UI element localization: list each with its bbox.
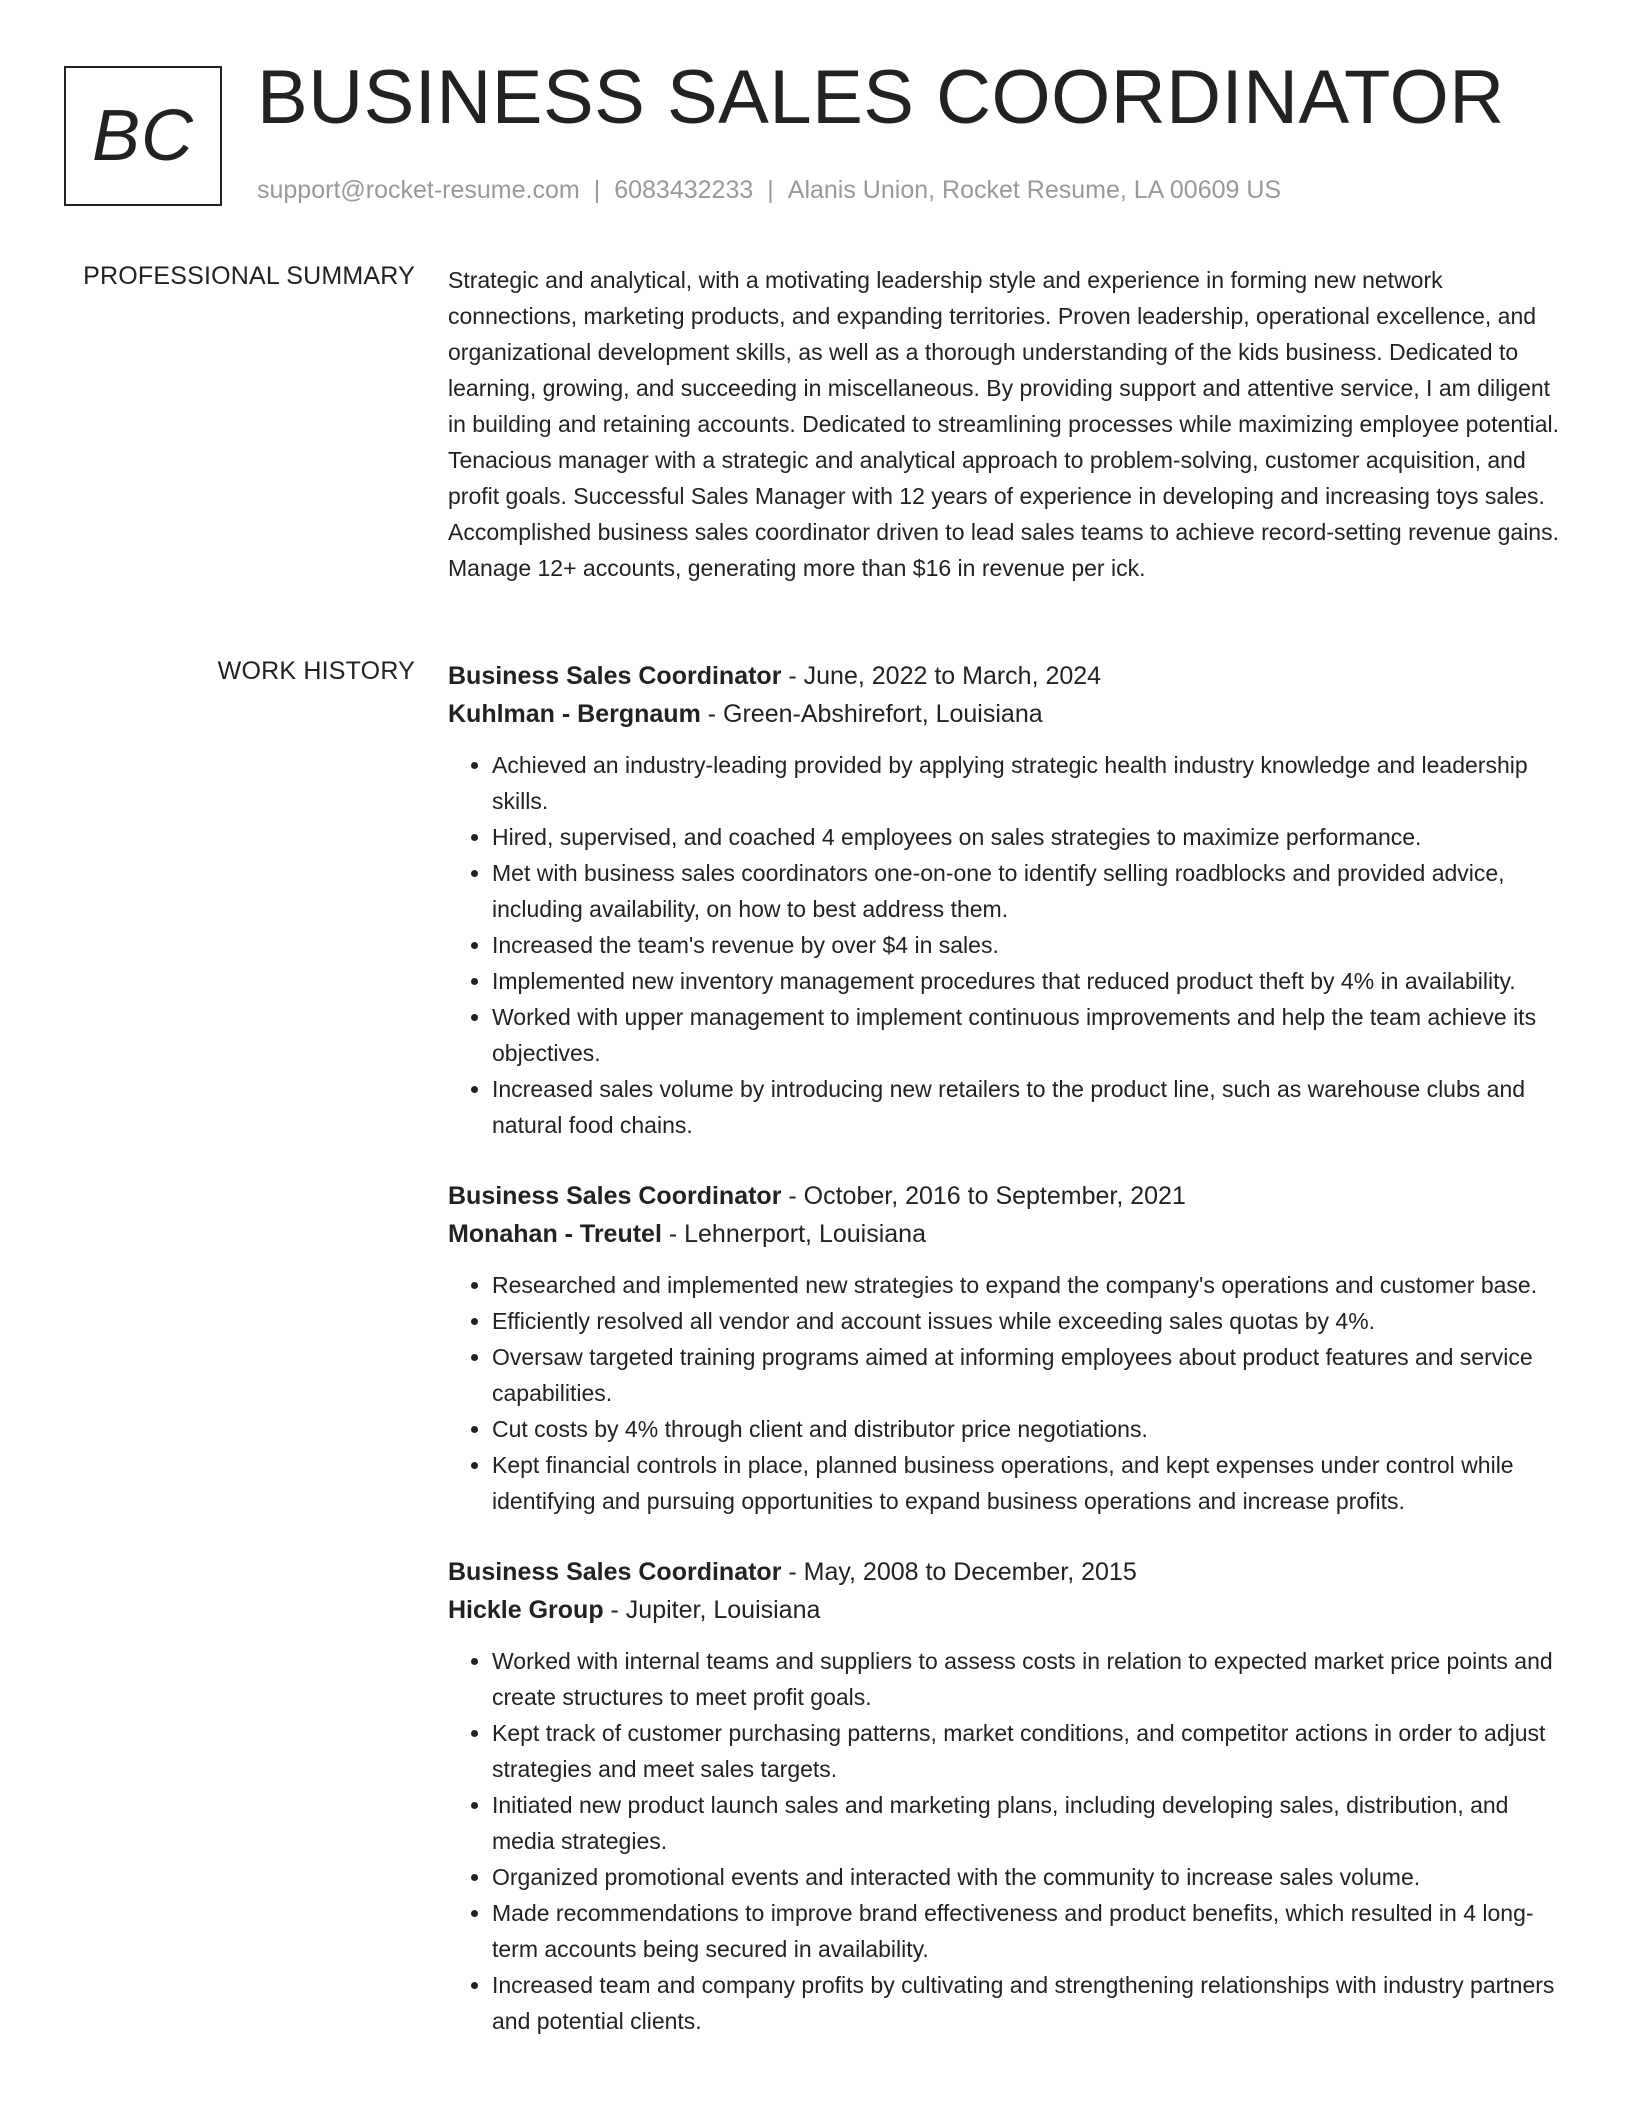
job-bullet: • Made recommendations to improve brand effectiveness and product benefits, which resulted in 4 long-term accounts being secured in availability. [492, 1895, 1568, 1967]
job-bullet: • Initiated new product launch sales and marketing plans, including developing sales, distribution, and media strategies. [492, 1787, 1568, 1859]
job-location: - Lehnerport, Louisiana [661, 1220, 926, 1248]
job-bullet: • Kept financial controls in place, planned business operations, and kept expenses under control while identifying and pursuing opportunities to expand business operations and increase profits. [492, 1447, 1568, 1519]
job-bullet: • Achieved an industry-leading provided by applying strategic health industry knowledge and leadership skills. [492, 747, 1568, 819]
job-company-line [448, 1215, 1568, 1253]
work-history-body [448, 657, 1568, 2073]
job-location: - Green-Abshirefort, Louisiana [700, 700, 1043, 728]
job-bullet: • Organized promotional events and interacted with the community to increase sales volume. [492, 1859, 1568, 1895]
job-dates: - October, 2016 to September, 2021 [781, 1182, 1186, 1210]
job-bullet: • Efficiently resolved all vendor and account issues while exceeding sales quotas by 4%. [492, 1303, 1568, 1339]
job-bullet: • Researched and implemented new strategies to expand the company's operations and customer base. [492, 1267, 1568, 1303]
contact-email: support@rocket-resume.com [257, 176, 580, 204]
summary-body [448, 262, 1568, 586]
job-title-line [448, 1177, 1568, 1215]
job-title-line [448, 1553, 1568, 1591]
job-company: Hickle Group [448, 1596, 604, 1624]
job-bullet: • Increased sales volume by introducing new retailers to the product line, such as warehouse clubs and natural food chains. [492, 1071, 1568, 1143]
job-entry [448, 1553, 1568, 2039]
contact-separator: | [593, 176, 601, 204]
job-bullet: • Increased team and company profits by cultivating and strengthening relationships with industry partners and potential clients. [492, 1967, 1568, 2039]
job-dates: - June, 2022 to March, 2024 [781, 662, 1102, 690]
contact-info [257, 176, 1281, 205]
job-bullet-list [448, 747, 1568, 1143]
job-bullet: • Oversaw targeted training programs aimed at informing employees about product features and service capabilities. [492, 1339, 1568, 1411]
resume-title: BUSINESS SALES COORDINATOR [257, 55, 1505, 140]
job-company: Kuhlman - Bergnaum [448, 700, 701, 728]
summary-text: Strategic and analytical, with a motivating leadership style and experience in forming new network connections, marketing products, and expanding territories. Proven leadership, operational excellence, and organizational development skills, as well as a thorough understanding of the kids business. Dedicated to learning, growing, and succeeding in miscellaneous. By providing support and attentive service, I am diligent in building and retaining accounts. Dedicated to streamlining processes while maximizing employee potential. Tenacious manager with a strategic and analytical approach to problem-solving, customer acquisition, and profit goals. Successful Sales Manager with 12 years of experience in developing and increasing toys sales. Accomplished business sales coordinator driven to lead sales teams to achieve record-setting revenue gains. Manage 12+ accounts, generating more than $16 in revenue per ick. [448, 267, 1559, 581]
job-title-line [448, 657, 1568, 695]
contact-address: Alanis Union, Rocket Resume, LA 00609 US [787, 176, 1282, 204]
job-entry [448, 657, 1568, 1143]
job-bullet: • Worked with upper management to implement continuous improvements and help the team achieve its objectives. [492, 999, 1568, 1071]
job-bullet: • Kept track of customer purchasing patterns, market conditions, and competitor actions in order to adjust strategies and meet sales targets. [492, 1715, 1568, 1787]
job-location: - Jupiter, Louisiana [603, 1596, 821, 1624]
section-label-work-history: WORK HISTORY [217, 657, 415, 685]
job-company: Monahan - Treutel [448, 1220, 662, 1248]
job-bullet: • Increased the team's revenue by over $4 in sales. [492, 927, 1568, 963]
job-bullet: • Hired, supervised, and coached 4 employees on sales strategies to maximize performance. [492, 819, 1568, 855]
monogram-logo: BC [64, 66, 222, 206]
job-company-line [448, 1591, 1568, 1629]
contact-separator: | [767, 176, 774, 204]
job-bullet: • Worked with internal teams and suppliers to assess costs in relation to expected market price points and create structures to meet profit goals. [492, 1643, 1568, 1715]
job-title: Business Sales Coordinator [448, 1558, 782, 1586]
job-dates: - May, 2008 to December, 2015 [781, 1558, 1137, 1586]
job-bullet-list [448, 1267, 1568, 1519]
section-label-summary: PROFESSIONAL SUMMARY [83, 262, 415, 290]
job-title: Business Sales Coordinator [448, 1182, 782, 1210]
job-title: Business Sales Coordinator [448, 662, 782, 690]
job-bullet: • Cut costs by 4% through client and distributor price negotiations. [492, 1411, 1568, 1447]
job-company-line [448, 695, 1568, 733]
job-bullet: • Implemented new inventory management procedures that reduced product theft by 4% in availability. [492, 963, 1568, 999]
job-entry [448, 1177, 1568, 1519]
contact-phone: 6083432233 [614, 176, 754, 204]
job-bullet-list [448, 1643, 1568, 2039]
job-bullet: • Met with business sales coordinators one-on-one to identify selling roadblocks and provided advice, including availability, on how to best address them. [492, 855, 1568, 927]
